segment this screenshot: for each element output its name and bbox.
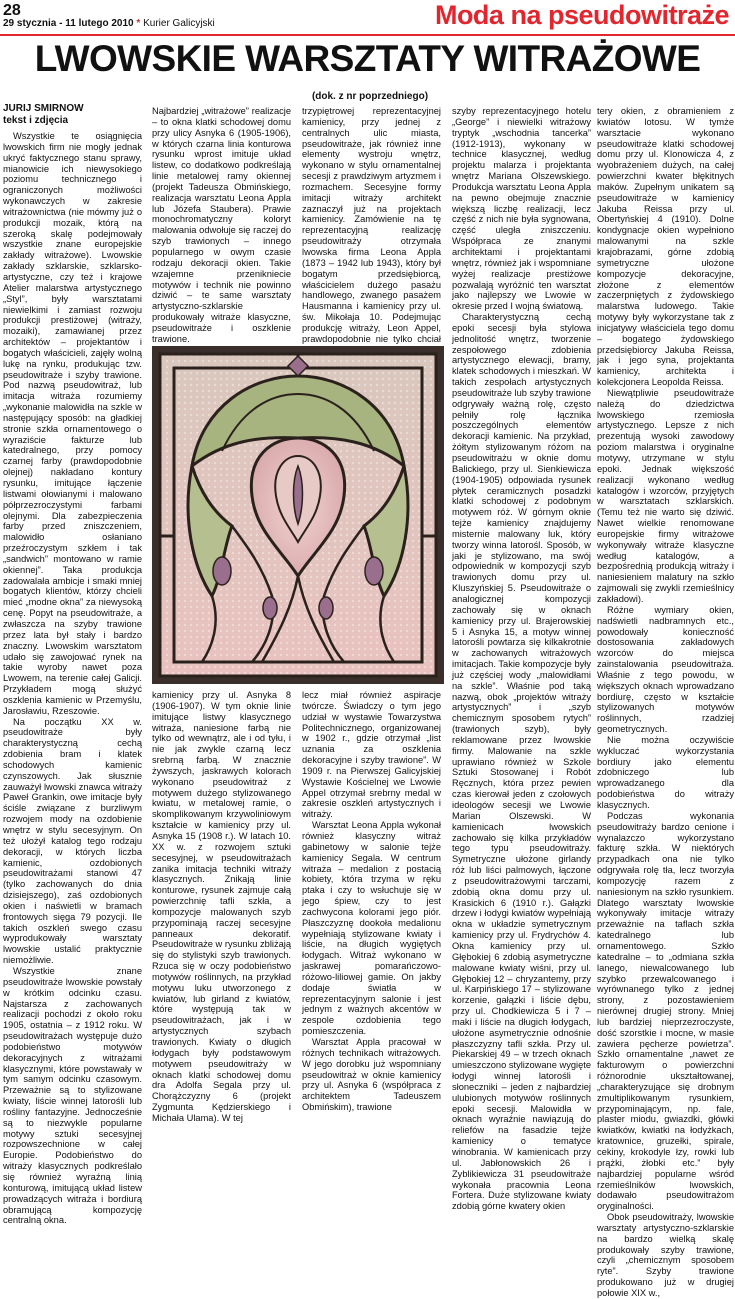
author-name: JURIJ SMIRNOW — [3, 103, 84, 114]
paragraph: Najbardziej „witrażowe” realizacje – to okna klatki schodowej domu przy ulicy Asnyka 6 (1905-1906), w których czarna linia konturowa rysunku wprost imituje układ listew, co dodatkowo podkreślają linie metalowej ramy okiennej (projekt Tadeusza Obmińskiego, realizacja warsztatu Leona Appla lub Józefa Staubera). Prawie monochromatyczny koloryt malowania odwołuje się raczej do szyb trawionych – innego popularnego w owym czasie rodzaju dekoracji okien. Takie wzajemne przenikniecie motywów i technik nie powinno dziwić – te same warsztaty artystyczno-szklarskie produkowały witraże klasyczne, pseudowitraże i oszklenie trawione. — [152, 106, 291, 344]
text-column-3-bottom — [302, 690, 441, 1113]
issue-date: 29 stycznia - 11 lutego 2010 — [3, 18, 134, 29]
paragraph: Obok pseudowitraży, lwowskie warsztaty artystyczno-szklarskie na bardzo wielką skalę produkowały szyby trawione, czyli „chemicznym sposobem ryte”. Szyby trawione produkowano już w drugiej połowie XIX w., — [597, 1212, 734, 1298]
paragraph: Warsztat Appla pracował w różnych technikach witrażowych. W jego dorobku już wspomniany pseudowitraż w oknie kamienicy przy ul. Asnyka 6 (współpraca z architektem Tadeuszem Obmińskim), trawione — [302, 1037, 441, 1113]
section-title: Moda na pseudowitraże — [434, 0, 729, 30]
paragraph: Wszystkie znane pseudowitraże lwowskie powstały w krótkim odcinku czasu. Najstarsza z zachowanych realizacji pochodzi z około roku 1905, ostatnia – z 1912 roku. W pseudowitrażach występuje dużo podobieństwo motywów dekoracyjnych z witrażami klasycznymi, które powstawały w tym samym odcinku czasowym. Przeważnie są to stylizowane kwiaty, liście winnej latorośli lub rośliny fantazyjne. Jednocześnie są to niezwykle popularne motywy sztuki secesyjnej rozpowszechnione w całej Europie. Podobieństwo do witraży klasycznych podkreślało się również wyraźną linią konturową, imitującą układ listew prowadzących witraża i bordiurą obramującą kompozycję centralną okna. — [3, 965, 142, 1226]
paragraph: szyby reprezentacyjnego hotelu „George” i niewielki witrażowy tryptyk „wschodnia tancerka” (1912-1913), wykonany w technice klasycznej, według projektu malarza i projektanta wnętrz Mariana Olszewskiego. Produkcja warsztatu Leona Appla na pewno obejmuje znacznie większą liczbę realizacji, lecz część z nich nie była sygnowana, część uległa zniszczeniu. Współpraca ze znanymi architektami i projektantami wnętrz, również jak i wspomniane wyżej realizacje prestiżowe pozwalają wyróżnić ten warsztat jako najlepszy we Lwowie w okresie przed I wojną światową. — [452, 106, 591, 312]
text-column-5 — [597, 106, 734, 1298]
header-rule — [0, 34, 735, 36]
issue-line — [3, 18, 215, 29]
paragraph: Niewątpliwie pseudowitraże należą do dziedzictwa lwowskiego rzemiosła artystycznego. Lepsze z nich prezentują wysoki zawodowy poziom malarstwa i oryginalne motywy, utrzymane w stylu epoki. Jednak większość realizacji wykonano według katalogów i wzorców, przyjętych w warsztatach szklarskich. (Temu też nie warto się dziwić. Nawet wielkie renomowane europejskie firmy witrażowe wykonywały witraże klasyczne według katalogów, a bezpośrednią produkcją witraży i naniesieniem malatury na szkło zajmowali się zwykli rzemieślnicy zakładowi). — [597, 387, 734, 604]
page-header — [0, 0, 735, 36]
paragraph: lecz miał również aspiracje twórcze. Świadczy o tym jego udział w wystawie Towarzystwa Politechnicznego, organizowanej w 1902 r., gdzie otrzymał „list uznania za oszklenia dekoracyjne i szyby trawione”. W 1909 r. na Pierwszej Galicyjskiej Wystawie Kościelnej we Lwowie Appel otrzymał srebrny medal w zakresie oszkleń artystycznych i witraży. — [302, 690, 441, 820]
byline — [3, 103, 142, 127]
page-number: 28 — [3, 2, 21, 19]
article-title: LWOWSKIE WARSZTATY WITRAŻOWE — [34, 38, 701, 79]
paragraph: tery okien, z obramieniem z kwiatów lotosu. W tymże warsztacie wykonano pseudowitraże klatki schodowej domu przy ul. Klonowicza 4, z wyobrażeniem dużych, na całej powierzchni kwater błękitnych maków. Zupełnym unikatem są pseudowitraże w kamienicy Jakuba Reissa przy ul. Obertyńskiej 4 (1910). Dolne kondygnacje okien wypełniono malowanymi na szkle krajobrazami, górne zdobią symetryczne ułożone kompozycje dekoracyjne, złożone z elementów zaczerpniętych z żydowskiego malarstwa ludowego. Takie motywy były wykorzystane tak z inicjatywy właściciela tego domu – bogatego żydowskiego przedsiębiorcy Jakuba Reissa, jak i jego syna, projektanta kamienicy, architekta i kolekcjonera Leopolda Reissa. — [597, 106, 734, 388]
publication-name: Kurier Galicyjski — [143, 18, 215, 29]
paragraph: Wszystkie te osiągnięcia lwowskich firm nie mogły jednak ukryć faktycznego stanu sprawy, mianowicie ich niewysokiego poziomu technicznego i ograniczonych możliwości wykonawczych w zakresie witrażownictwa (nie mówmy już o produkcji mozaik, którą na szeroką skalę podejmowały wszystkie znane europejskie zakłady witrażowe). Lwowskie zakłady szklarskie, szklarsko-artystyczne, czy też i krajowe Atelier malarstwa artystycznego „Styl”, były warsztatami niewielkimi i zamiast rozwoju produkcji prestiżowej (witraży, mozaiki), zamawianej przez architektów – projektantów i bogatych właścicieli, zajęły wolną lukę na rynku, produkując tzw. pseudowitraże i szyby trawione. Pod nazwą pseudowitraż, lub imitacja witraża rozumiemy „wykonanie malowidła na szkle w następujący sposób: na gładkiej stronie szkła ornamentowego o wyraziście fakturze lub katedralnego, przy pomocy czarnej farby (prawdopodobnie olejnej) nakładano kontury rysunku, imitujące łączenie listwami ołowianymi i malowano półprzezroczystymi farbami olejnymi. Dla zabezpieczenia farby przed zniszczeniem, malowidło osłaniano przeźroczystym szkłem i tak „sandwich” montowano w ramie okiennej”. Taka produkcja zadowalała ambicje i smaki mniej bogatych klientów, którzy chcieli mieć „modne okna” za niewysoką cenę. Popyt na pseudowitraże, a zwłaszcza na szyby trawione przez lata był stały i bardzo znaczny. Lwowskim warsztatom udało się zawojować rynek na takie wyroby nawet poza Lwowem, na terenie całej Galicji. Przykładem mogą służyć oszklenia kamienic w Przemyślu, Jarosławiu, Rzeszowie. — [3, 131, 142, 716]
author-role: tekst i zdjęcia — [3, 115, 69, 126]
paragraph: Charakterystyczną cechą epoki secesji była stylowa jednolitość wnętrz, tworzenie zespołowego zdobienia artystycznego elewacji, bramy, klatek schodowych i mieszkań. W takich zespołach artystycznych pseudowitraże lub szyby trawione odgrywały ważną rolę, często pełniły rolę łącznika poszczególnych elementów dekoracji kamienic. Na przykład, żółtym stylizowanym różom na pseudowitrażu w oknie domu Balickiego, przy ul. Sienkiewicza (1904-1905) odpowiada rysunek płytek ceramicznych posadzki klatki schodowej z podobnym motywem róż. W górnym oknie tejże kamienicy znajdujemy misternie malowany luk, który tworzy winna latorośl. Sposób, w jaki je stylizowano, ma swój odpowiednik w kompozycji szyb trawionych domu przy ul. Kluszyńskiej 5. Pseudowitraże o analogicznej kompozycji zachowały się w oknach kamienicy przy ul. Brajerowskiej 5 i Asnyka 15, a motyw winnej latorośli powtarza się kilkakrotnie w zachowanych witrażowych imitacjach. Takie kompozycje były już częściej wody „malowidłami na szkle”. Właśnie pod taką nazwą, obok „projektów witraży artystycznych” i „szyb chemicznym sposobem rytych” (trawionych szyb), były reklamowane przez lwowskie firmy. Malowanie na szkle uprawiano również w Szkole Sztuki Stosowanej i Robót Ręcznych, która przez pewien czas kierował jeden z czołowych ideologów secesji we Lwowie Marian Olszewski. W kamienicach lwowskich zachowało się kilka przykładów tego typu pseudowitraży. Symetryczne ułożone girlandy róż lub liści palmowych, łączone z pseudowitrażowymi tarczami, zdobią okna domu przy ul. Krasickich 6 (1910 r.). Gałązki drzew i łodygi kwiatów wypełniają okna w układzie symetrycznym kamienicy przy ul. Frydrychów 4. Okna kamienicy przy ul. Głębokiej 6 zdobią asymetryczne malowane kwiaty wiśni, przy ul. Głębokiej 12 – chryzantemy, przy ul. Karpińskiego 17 – stylizowane korzenie, gałązki i liście dębu, przy ul. Chodkiewicza 5 i 7 – maki i liście na długich łodygach, ułożone asymetrycznie odnośnie płaszczyzny tafli szkła. Przy ul. Piekarskiej 49 – w trzech oknach umieszczono stylizowane wygięte łodygi winnej latorośli i słoneczniki – jeden z najbardziej ulubionych motywów roślinnych epoki secesji. Malowidła w oknach wyraźnie nawiązują do reliefów na fasadzie tejże kamienicy o tematyce winobrania. W kamienicach przy ul. Jabłonowskich 26 i Zyblikiewicza 31 pseudowitraże wykonała pracownia Leona Fortera. Duże stylizowane kwiaty zdobią górne kwatery okien — [452, 312, 592, 1212]
text-column-2-bottom — [152, 690, 291, 1123]
text-column-1 — [3, 103, 142, 1226]
paragraph: Nie można oczywiście wykluczać wykorzystania bordiury jako elementu zdobniczego lub wprowadzanego dla podobieństwa do witraży klasycznych. — [597, 734, 734, 810]
stained-glass-image — [152, 346, 444, 684]
paragraph: Na początku XX w. pseudowitraże były charakterystyczną cechą zdobienia bram i klatek schodowych kamienic czynszowych. Jak słusznie zauważył lwowski znawca witraży Paweł Grankin, owe imitacje były ściśle związane z burzliwym rozwojem mody na ozdobienie wnętrz w stylu secesyjnym. On też ułożył katalog tego rodzaju dekoracji, w których liczba kamienic, ozdobionych pseudowitrażami stanowi 47 (tylko zachowanych do dnia dzisiejszego), zaś ozdobionych okien i naświetli w bramach frontowych sięga 79 pozycji. Ile takich oszkleń swego czasu wyprodukowały warsztaty lwowskie ustalić praktycznie niemożliwie. — [3, 716, 142, 966]
paragraph: trzypiętrowej reprezentacyjnej kamienicy, przy jednej z centralnych ulic miasta, pseudowitraże, jak również inne elementy wystroju wnętrz, wykonano w stylu ornamentalnej secesji z prawdziwym artyzmem i rozmachem. Secesyjne formy imitacji witraży architekt zaznaczył już na projektach kamienicy. Zamówienie na tę reprezentacyjną realizację pseudowitraży otrzymała lwowska firma Leona Appla (1873 – 1942 lub 1943), który był bogatym przedsiębiorcą, właścicielem dużego pasażu handlowego, zwanego pasażem Hausmanna i kamienicy przy ul. św. Mikołaja 10. Podejmując produkcję witraży, Leon Appel, prawdopodobnie nie tylko chciał — [302, 106, 441, 344]
paragraph: kamienicy przy ul. Asnyka 8 (1906-1907). W tym oknie linie imitujące listwy klasycznego witraża, naniesione farbą nie tylko od wewnątrz, ale i od tyłu, i nie jak zwykle czarną lecz srebrną farbą. W znacznie żywszych, jaskrawych kolorach wykonano pseudowitraż z motywem dużego stylizowanego kwiatu, w metalowej ramie, o skomplikowanym krzywoliniowym kształcie w kamienicy przy ul. Asnyka 15 (1908 r.). W latach 10. XX w. z rozwojem sztuki secesyjnej, w pseudowitrażach zanika imitacja techniki witraży klasycznych. Znikają linie konturowe, rysunek zajmuje całą powierzchnię tafli szkła, a kompozycje malowanych szyb przypominają raczej secesyjne panneaux dekoratif. Pseudowitraże w rysunku zbliżają się do stylistyki szyb trawionych. Rzuca się w oczy podobieństwo motywów roślinnych, na przykład motywu luku utworzonego z kwiatów, lub girland z kwiatów, które występują tak w pseudowitrażach, jak i w artystycznych szybach trawionych. Kwiaty o długich łodygach były podstawowym motywem pseudowitraży w oknach klatki schodowej domu dra Adolfa Segala przy ul. Chorążczyzny 6 (projekt Zygmunta Kędzierskiego i Michała Ulama). W tej — [152, 690, 291, 1123]
continuation-note: (dok. z nr poprzedniego) — [311, 91, 429, 102]
text-column-2-top — [152, 106, 291, 346]
stained-glass-photo — [152, 346, 444, 684]
paragraph: Różne wymiary okien, nadświetli nadbramnych etc., powodowały konieczność dostosowania zakładowych wzorców do miejsca zainstalowania pseudowitraża. Właśnie z tego powodu, w większych oknach wprowadzano bordiurę, często w kształcie stylizowanych motywów roślinnych, rzadziej geometrycznych. — [597, 604, 734, 735]
paragraph: Warsztat Leona Appla wykonał również klasyczny witraż gabinetowy w salonie tejże kamienicy Segala. W centrum witraża – medalion z postacią kobiety, która trzyma w ręku ptaka i czy to wsłuchuje się w jego śpiew, czy to jest zachwycona kolorami jego piór. Płaszczyznę dookoła medalionu wypełniają stylizowane kwiaty i liście, na długich wygiętych łodygach. Witraż wykonano w jaskrawej pomarańczowo-różowo-liliowej gamie. On jakby dodaje światła w reprezentacyjnym salonie i jest jednym z ważnych akcentów w zespole ozdobienia tego pomieszczenia. — [302, 820, 441, 1037]
paragraph: Podczas wykonania pseudowitraży bardzo cenione i wynalazczo wykorzystano fakturę szkła. W niektórych przypadkach ona nie tylko odgrywała rolę tła, lecz tworzyła kompozycję razem z naniesionym na szkło rysunkiem. Dlatego warsztaty lwowskie wykonywały imitacje witraży przeważnie na taflach szkła katedralnego lub ornamentowego. Szkło katedralne – to „odmiana szkła lanego, niewalcowanego lub szybko przewalcowanego i wyrównanego tylko z jednej strony, z pozostawieniem nierównej drugiej strony. Mniej lub bardziej nieprzezroczyste, dość szorstkie i mocne, w masie zawiera pęcherze powietrza”. Szkło ornamentalne „nawet ze fakturowym o powierzchni różnorodnie ukształtowanej, „charakteryzujące się drobnym zmultiplikowanym rysunkiem, przypominającym, np. fale, plaster miodu, gwiazdki, główki kwiatków, kwiatki na łodyżkach, kratownice, gruzełki, spirale, cekiny, krokodyle łzy, rowki lub prążki, żłobki etc.” były najbardziej popularne wśród rzemieślników lwowskich, dodawało pseudowitrażom oryginalności. — [597, 810, 734, 1212]
text-column-4 — [452, 106, 592, 1212]
separator: * — [136, 18, 141, 29]
text-column-3-top — [302, 106, 441, 346]
